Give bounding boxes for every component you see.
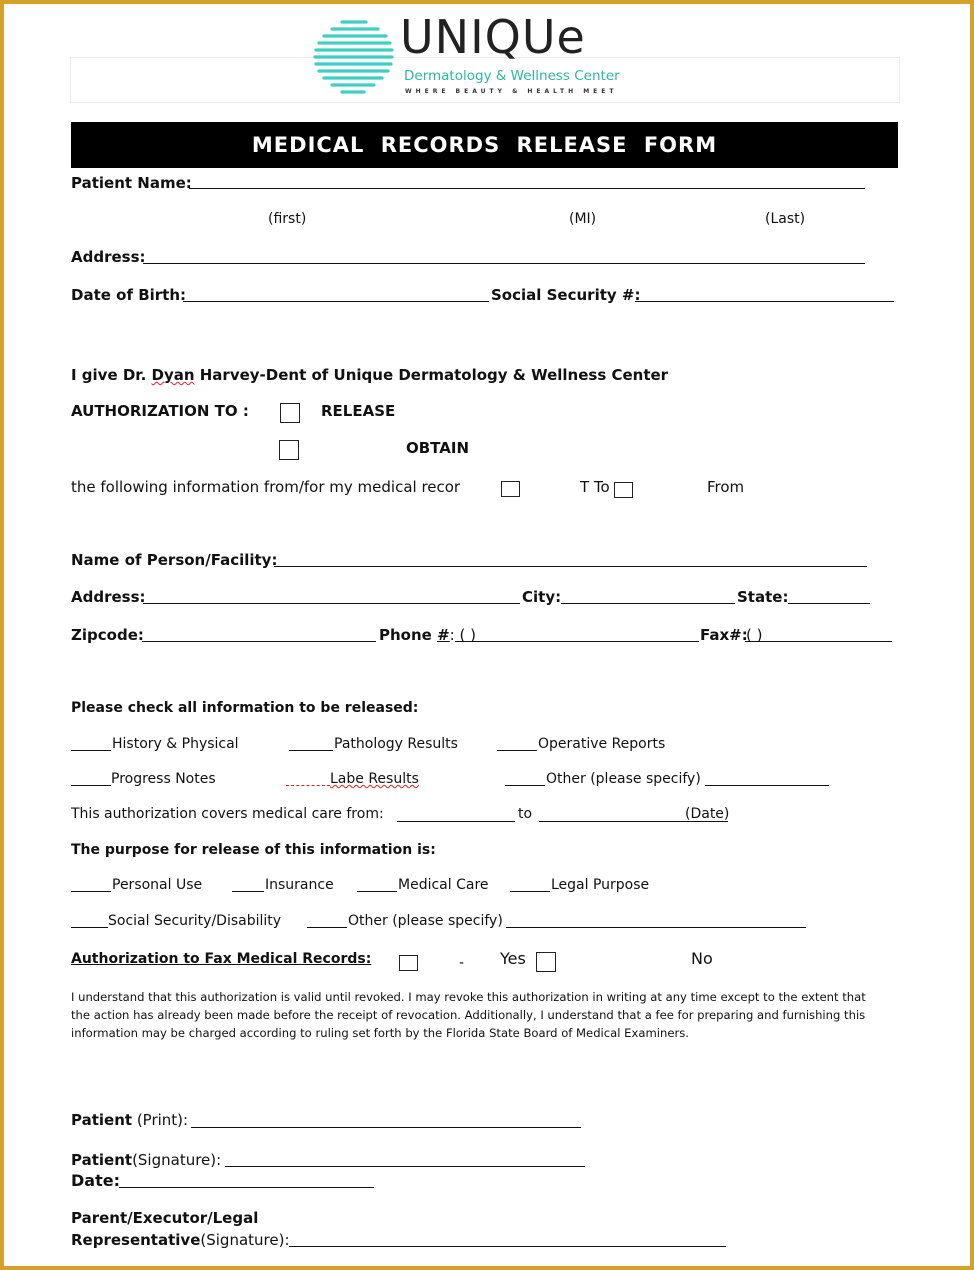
obtain-label: OBTAIN — [406, 439, 469, 457]
fax-paren: ( ) — [746, 626, 763, 644]
fax-yes-label: Yes — [500, 949, 526, 968]
insurance-label: Insurance — [265, 877, 334, 893]
dob-field[interactable] — [183, 301, 489, 302]
social-label: Social Security/Disability — [108, 913, 282, 929]
zipcode-label: Zipcode: — [71, 626, 144, 644]
intro-prefix: I give Dr. — [71, 366, 152, 384]
patient-print-label — [71, 1111, 188, 1129]
logo-tagline: WHERE BEAUTY & HEALTH MEET — [405, 88, 618, 95]
last-name-caption: (Last) — [765, 211, 806, 227]
first-name-caption: (first) — [268, 211, 307, 227]
patient-name-label: Patient Name: — [71, 174, 192, 192]
other-label: Other (please specify) — [546, 771, 701, 787]
date-field[interactable] — [119, 1187, 374, 1188]
release-label: RELEASE — [321, 402, 396, 420]
representative-signature-field[interactable] — [289, 1246, 726, 1247]
covers-from-field[interactable] — [397, 821, 515, 822]
medical-label: Medical Care — [398, 877, 489, 893]
facility-name-label: Name of Person/Facility: — [71, 551, 278, 569]
facility-address-field[interactable] — [143, 603, 520, 604]
personal-check-line[interactable] — [71, 891, 111, 892]
fax-no-label: No — [691, 949, 713, 968]
purpose-heading: The purpose for release of this information is: — [71, 842, 436, 858]
patient-print-bold: Patient — [71, 1111, 133, 1129]
parent-label-line1: Parent/Executor/Legal — [71, 1209, 259, 1227]
personal-label: Personal Use — [112, 877, 203, 893]
patient-address-field[interactable] — [143, 263, 865, 264]
history-check-line[interactable] — [71, 750, 111, 751]
operative-label: Operative Reports — [538, 736, 666, 752]
phone-paren: : ( ) — [449, 626, 476, 644]
purpose-other-label: Other (please specify) — [348, 913, 503, 929]
patient-signature-field[interactable] — [225, 1166, 585, 1167]
from-checkbox[interactable] — [614, 482, 633, 498]
state-field[interactable] — [788, 603, 870, 604]
authorization-to-label: AUTHORIZATION TO : — [71, 402, 249, 420]
legal-check-line[interactable] — [510, 891, 550, 892]
covers-text: This authorization covers medical care from: — [71, 806, 384, 822]
patient-name-field[interactable] — [189, 188, 865, 189]
state-label: State: — [737, 588, 789, 606]
purpose-other-check-line[interactable] — [307, 927, 347, 928]
other-specify-field[interactable] — [705, 785, 829, 786]
fax-field[interactable] — [745, 641, 892, 642]
phone-field[interactable] — [455, 641, 699, 642]
other-check-line[interactable] — [505, 785, 545, 786]
fax-label: Fax#: — [700, 626, 748, 644]
from-label: From — [707, 478, 745, 496]
labs-label: Labe Results — [330, 771, 419, 787]
representative-suffix: (Signature): — [200, 1231, 290, 1249]
covers-date-caption: (Date) — [685, 806, 730, 822]
logo-mark-icon — [312, 14, 396, 98]
logo-name: UNIQUe — [400, 10, 586, 64]
form-title-bar — [71, 122, 898, 168]
form-title: MEDICAL RECORDS RELEASE FORM — [251, 133, 718, 157]
phone-label-text: Phone — [379, 626, 438, 644]
social-check-line[interactable] — [71, 927, 108, 928]
fax-authorization-label: Authorization to Fax Medical Records: — [71, 951, 372, 967]
progress-label: Progress Notes — [111, 771, 216, 787]
patient-print-suffix: (Print): — [132, 1111, 189, 1129]
obtain-checkbox[interactable] — [279, 440, 299, 460]
disclaimer-text: I understand that this authorization is valid until revoked. I may revoke this authorization in writing at any time except to the extent that the action has already been made before the receipt of revocation. Additionally, I understand that a fee for preparing and furnishing this information may be charged according to ruling set forth by the Florida State Board of Medical Examiners. — [71, 990, 866, 1040]
pathology-label: Pathology Results — [334, 736, 458, 752]
patient-signature-label — [71, 1151, 221, 1169]
ssn-field[interactable] — [635, 301, 894, 302]
patient-address-label: Address: — [71, 248, 146, 266]
covers-to-label: to — [518, 806, 533, 822]
purpose-other-field[interactable] — [506, 927, 806, 928]
pathology-check-line[interactable] — [289, 750, 333, 751]
operative-check-line[interactable] — [497, 750, 537, 751]
insurance-check-line[interactable] — [232, 891, 264, 892]
labs-check-line[interactable] — [286, 785, 330, 786]
intro-doctor-name: Dyan — [151, 366, 195, 384]
history-label: History & Physical — [112, 736, 239, 752]
facility-name-field[interactable] — [274, 566, 867, 567]
medical-check-line[interactable] — [357, 891, 397, 892]
t-to-label: T To — [580, 478, 610, 496]
intro-suffix: Harvey-Dent of Unique Dermatology & Wellness Center — [194, 366, 669, 384]
authorization-intro — [71, 366, 668, 384]
patient-signature-suffix: (Signature): — [132, 1151, 222, 1169]
release-checkbox[interactable] — [280, 403, 300, 423]
parent-label-line2 — [71, 1231, 290, 1249]
dob-label: Date of Birth: — [71, 286, 187, 304]
city-label: City: — [522, 588, 562, 606]
phone-hash: # — [437, 626, 450, 644]
patient-print-field[interactable] — [191, 1127, 581, 1128]
facility-address-label: Address: — [71, 588, 146, 606]
representative-bold: Representative — [71, 1231, 201, 1249]
zipcode-field[interactable] — [142, 641, 376, 642]
fax-yes-checkbox[interactable] — [399, 955, 418, 971]
date-label: Date: — [71, 1171, 120, 1190]
middle-initial-caption: (MI) — [569, 211, 597, 227]
release-info-heading: Please check all information to be released: — [71, 700, 419, 716]
fax-dash: - — [459, 955, 465, 971]
legal-label: Legal Purpose — [551, 877, 650, 893]
ssn-label: Social Security #: — [491, 286, 641, 304]
progress-check-line[interactable] — [71, 785, 111, 786]
following-info-text: the following information from/for my medical recor — [71, 478, 461, 496]
city-field[interactable] — [561, 603, 735, 604]
patient-signature-bold: Patient — [71, 1151, 133, 1169]
to-checkbox[interactable] — [501, 481, 520, 497]
fax-no-checkbox[interactable] — [536, 952, 556, 972]
logo-subtitle: Dermatology & Wellness Center — [404, 68, 620, 84]
